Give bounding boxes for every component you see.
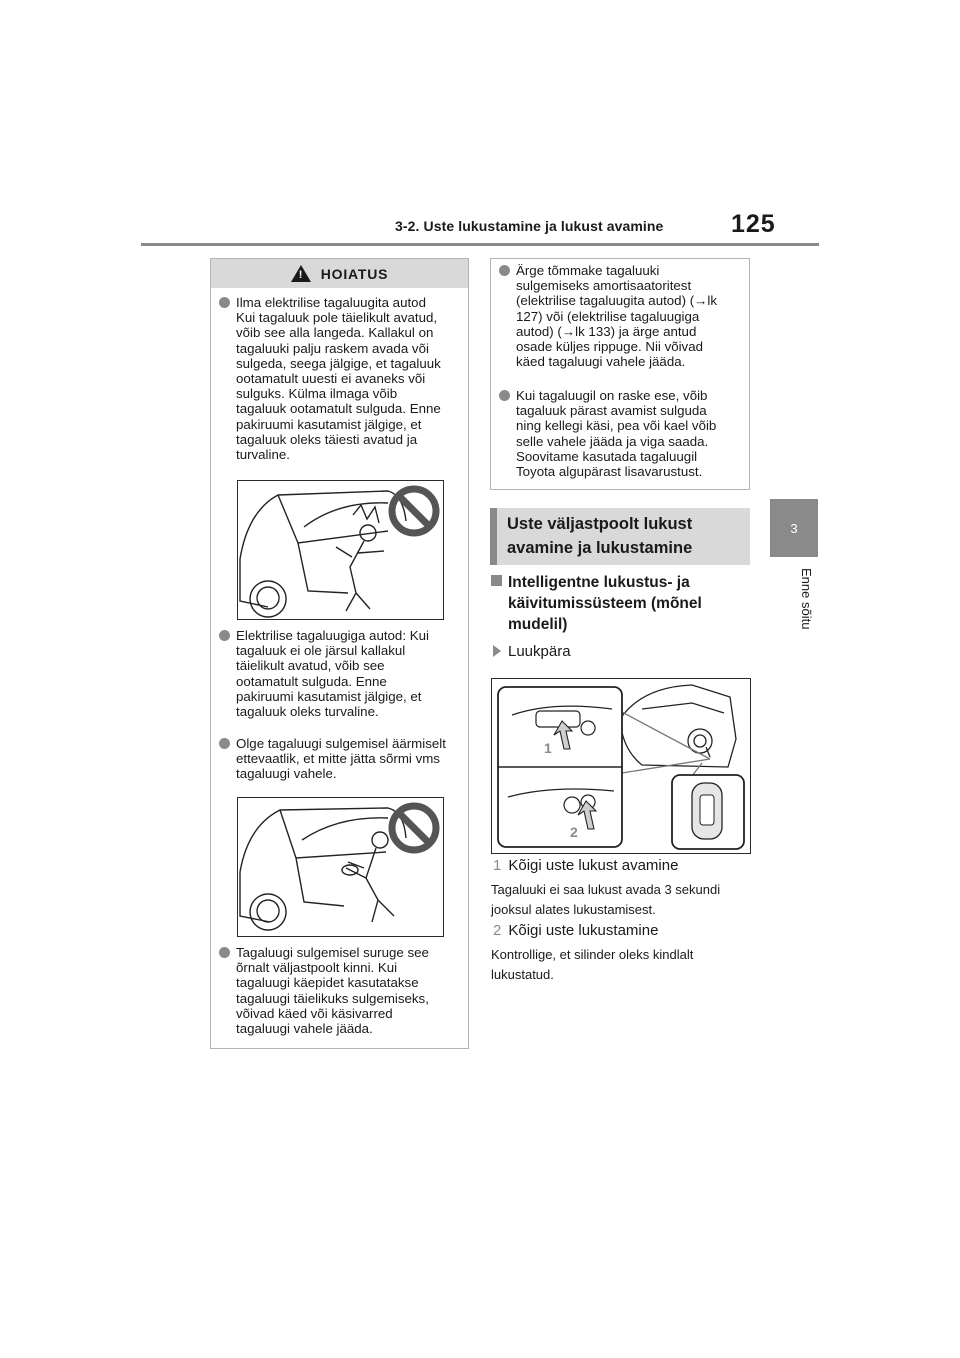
section-heading-line: Uste väljastpoolt lukust — [507, 515, 693, 533]
step-1-description: Tagaluuki ei saa lukust avada 3 sekundi jooksul alates lukustamisest. — [491, 882, 721, 917]
chapter-name: Enne sõitu — [799, 568, 814, 630]
warning-item: Elektrilise tagaluugiga autod: Kui tagaluuk ei ole järsul kallakul täielikult avatud, võib see ootamatult sulguda. Enne pakiruumi kasutamist jälgige, et tagaluuk oleks turvaline. — [219, 628, 469, 719]
chapter-tab — [770, 499, 818, 557]
warning-title: HOIATUS — [320, 265, 389, 282]
step-2-description: Kontrollige, et silinder oleks kindlalt lukustatud. — [491, 947, 694, 982]
bullet-icon — [219, 738, 230, 749]
warning-triangle-icon: ! — [291, 265, 311, 282]
bullet-icon — [219, 630, 230, 641]
prohibited-icon — [392, 806, 436, 850]
section-heading — [490, 508, 750, 565]
callout-1: 1 — [544, 740, 552, 756]
warning-header — [211, 259, 468, 288]
subsection-heading: Intelligentne lukustus- ja käivitumissüsteem (mõnel mudelil) — [491, 572, 751, 635]
item-heading: Luukpära — [493, 643, 571, 660]
tailgate-fingers-illustration — [237, 797, 444, 937]
warning-box — [210, 258, 469, 1049]
bullet-icon — [219, 947, 230, 958]
section-title: 3-2. Uste lukustamine ja lukust avamine — [395, 218, 664, 234]
warning-item: Ärge tõmmake tagaluuki sulgemiseks amortisaatoritest (elektrilise tagaluugita autod) (→lk 127) või (elektrilise tagaluugiga autod) (→lk 133) ja ärge antud osade küljes rippuge. Nii võivad käed tagaluugi vahele jääda. — [499, 263, 749, 369]
section-heading-line: avamine ja lukustamine — [507, 539, 693, 557]
header-divider — [141, 243, 819, 246]
warning-item: Olge tagaluugi sulgemisel äärmiselt ettevaatlik, et mitte jätta sõrmi vms tagaluugi vahele. — [219, 736, 469, 782]
callout-2: 2 — [570, 824, 578, 840]
square-bullet-icon — [491, 575, 502, 586]
warning-item: Kui tagaluugil on raske ese, võib tagaluuk pärast avamist sulguda ning kellegi käsi, pea või kael võib selle vahele jääda ja viga saada. Soovitame kasutada tagaluugil Toyota algupärast lisavarustust. — [499, 388, 749, 479]
bullet-icon — [499, 390, 510, 401]
chapter-number: 3 — [790, 520, 798, 536]
warning-item: Ilma elektrilise tagaluugita autod Kui tagaluuk pole täielikult avatud, võib see alla langeda. Kallakul on tagaluuki palju raskem avada või sulgeda, seega jälgige, et tagaluuk ootamatult uuesti ei avaneks või sulguks. Külma ilmaga võib tagaluuk ootamatult sulguda. Enne pakiruumi kasutamist jälgige, et tagaluuk oleks täiesti avatud ja turvaline. — [219, 295, 469, 462]
bullet-icon — [219, 297, 230, 308]
step-1-title: 1 Kõigi uste lukust avamine — [493, 857, 679, 874]
tailgate-head-injury-illustration — [237, 480, 444, 620]
back-door-switch-illustration — [491, 678, 751, 854]
warning-continued-box — [490, 258, 750, 490]
warning-item: Tagaluugi sulgemisel suruge see õrnalt väljastpoolt kinni. Kui tagaluugi käepidet kasutatakse tagaluugi täielikuks sulgemiseks, võivad käed või käsivarred tagaluugi vahele jääda. — [219, 945, 469, 1036]
step-2-title: 2 Kõigi uste lukustamine — [493, 922, 659, 939]
arrow-bullet-icon — [493, 645, 501, 657]
page-number: 125 — [731, 210, 776, 238]
prohibited-icon — [392, 489, 436, 533]
bullet-icon — [499, 265, 510, 276]
